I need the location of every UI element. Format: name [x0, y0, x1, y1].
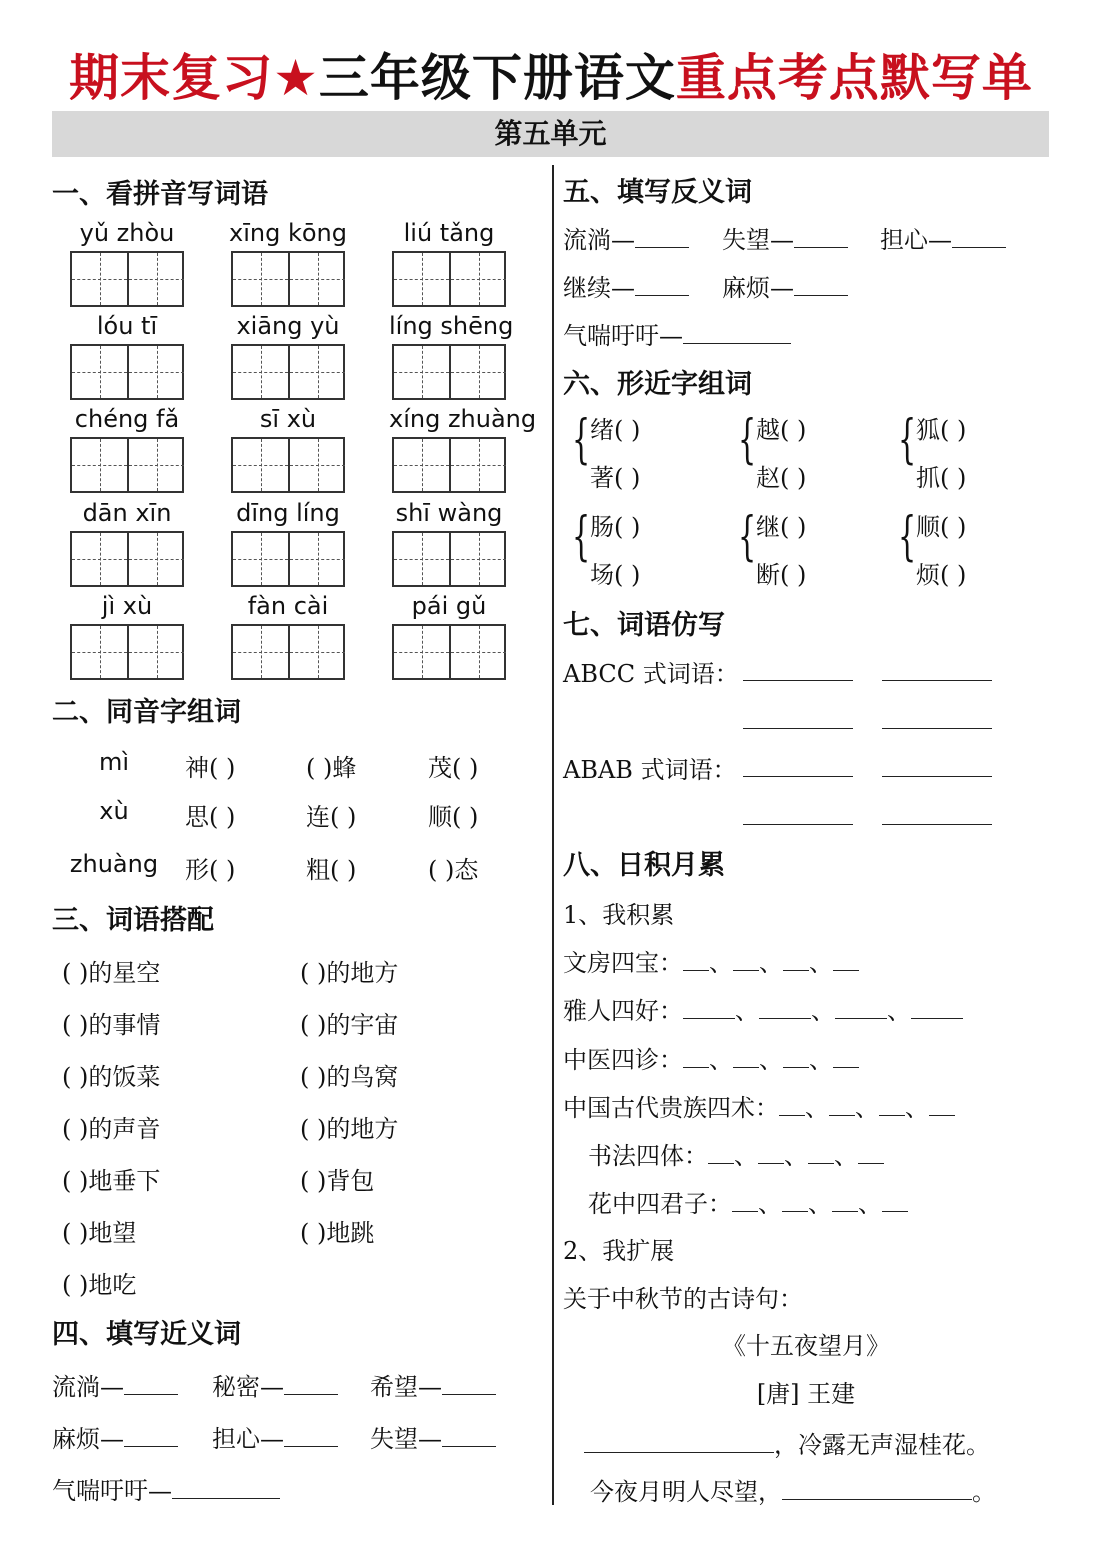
pinyin-label: liú tǎng — [403, 219, 495, 247]
char-cell[interactable] — [451, 346, 506, 398]
similar-char-item[interactable]: 抓( ) — [916, 464, 967, 492]
similar-char-item[interactable]: 继( ) — [756, 513, 807, 541]
answer-blank[interactable] — [743, 680, 853, 681]
similar-char-item[interactable]: 顺( ) — [916, 513, 967, 541]
answer-blank[interactable] — [782, 1191, 808, 1212]
char-cell[interactable] — [394, 439, 449, 491]
pinyin-label: lóu tī — [96, 312, 158, 340]
pinyin-label: dīng líng — [236, 499, 340, 527]
char-cell[interactable] — [290, 439, 345, 491]
pinyin-label: shī wàng — [395, 499, 503, 527]
char-cell[interactable] — [233, 253, 288, 305]
answer-blank[interactable] — [882, 680, 992, 681]
answer-blank[interactable] — [794, 227, 848, 248]
char-cell[interactable] — [233, 626, 288, 678]
char-cell[interactable] — [290, 626, 345, 678]
char-cell[interactable] — [290, 346, 345, 398]
answer-blank[interactable] — [779, 1095, 805, 1116]
answer-blank[interactable] — [952, 227, 1006, 248]
abab-label: ABAB 式词语： — [563, 756, 737, 784]
page-title: 期末复习★三年级下册语文重点考点默写单 — [69, 49, 1033, 107]
pinyin-label: xīng kōng — [229, 219, 347, 247]
similar-char-item[interactable]: 著( ) — [590, 464, 641, 492]
brace-icon: { — [738, 507, 757, 567]
poem-title: 《十五夜望月》 — [722, 1332, 890, 1360]
char-cell[interactable] — [129, 626, 184, 678]
pinyin-label: sī xù — [259, 405, 317, 433]
section-7-heading: 七、词语仿写 — [563, 610, 725, 641]
answer-blank[interactable] — [832, 1191, 858, 1212]
word-blank[interactable]: 神( ) — [185, 754, 236, 782]
antonym-item: 气喘吁吁— — [563, 316, 791, 351]
tianzige-box[interactable] — [70, 531, 184, 587]
tianzige-box[interactable] — [70, 344, 184, 400]
collocation-item[interactable]: ( )的星空 — [62, 959, 161, 987]
char-cell[interactable] — [129, 346, 184, 398]
pinyin-label: jì xù — [101, 592, 153, 620]
answer-blank[interactable] — [911, 998, 963, 1019]
tianzige-box[interactable] — [392, 531, 506, 587]
char-cell[interactable] — [394, 533, 449, 585]
answer-blank[interactable] — [733, 1047, 759, 1068]
synonym-item: 气喘吁吁— — [52, 1471, 280, 1506]
accumulation-item: 中医四诊： 、 、 、 — [563, 1040, 859, 1075]
sub-extend: 2、我扩展 — [563, 1237, 675, 1265]
poem-author: [唐] 王建 — [756, 1380, 856, 1408]
pinyin-label: dān xīn — [82, 499, 172, 527]
char-cell[interactable] — [233, 439, 288, 491]
pinyin-label: xiāng yù — [236, 312, 340, 340]
answer-blank[interactable] — [732, 1191, 758, 1212]
pinyin-label: chéng fǎ — [74, 405, 180, 433]
collocation-item[interactable]: ( )地望 — [62, 1219, 137, 1247]
synonym-item: 秘密— — [212, 1367, 338, 1402]
word-blank[interactable]: 顺( ) — [428, 803, 479, 831]
synonym-item: 流淌— — [52, 1367, 178, 1402]
similar-char-item[interactable]: 赵( ) — [756, 464, 807, 492]
tianzige-box[interactable] — [231, 437, 345, 493]
answer-blank[interactable] — [124, 1374, 178, 1395]
collocation-item[interactable]: ( )的事情 — [62, 1011, 161, 1039]
char-cell[interactable] — [129, 439, 184, 491]
answer-blank[interactable] — [829, 1095, 855, 1116]
synonym-item: 希望— — [370, 1367, 496, 1402]
word-blank[interactable]: 连( ) — [306, 803, 357, 831]
answer-blank[interactable] — [683, 950, 709, 971]
answer-blank[interactable] — [758, 1143, 784, 1164]
antonym-item: 担心— — [880, 220, 1006, 255]
answer-blank[interactable] — [882, 1191, 908, 1212]
answer-blank[interactable] — [635, 275, 689, 296]
collocation-item[interactable]: ( )的地方 — [300, 1115, 399, 1143]
collocation-item[interactable]: ( )的鸟窝 — [300, 1063, 399, 1091]
tianzige-box[interactable] — [231, 531, 345, 587]
tianzige-box[interactable] — [392, 344, 506, 400]
answer-blank[interactable] — [442, 1426, 496, 1447]
answer-blank[interactable] — [929, 1095, 955, 1116]
answer-blank[interactable] — [708, 1143, 734, 1164]
answer-blank[interactable] — [124, 1426, 178, 1447]
answer-blank[interactable] — [284, 1374, 338, 1395]
accumulation-item: 雅人四好： 、 、 、 — [563, 991, 963, 1026]
accumulation-item: 花中四君子： 、 、 、 — [588, 1184, 908, 1219]
tianzige-box[interactable] — [231, 624, 345, 680]
answer-blank[interactable] — [808, 1143, 834, 1164]
brace-icon: { — [898, 507, 917, 567]
antonym-item: 麻烦— — [722, 268, 848, 303]
similar-char-item[interactable]: 越( ) — [756, 416, 807, 444]
word-blank[interactable]: 思( ) — [185, 803, 236, 831]
collocation-item[interactable]: ( )的饭菜 — [62, 1063, 161, 1091]
answer-blank[interactable] — [172, 1478, 280, 1499]
char-cell[interactable] — [72, 626, 127, 678]
collocation-item[interactable]: ( )背包 — [300, 1167, 375, 1195]
tianzige-box[interactable] — [70, 437, 184, 493]
homophone-pinyin: xù — [99, 797, 129, 825]
answer-blank[interactable] — [783, 950, 809, 971]
brace-icon: { — [572, 410, 591, 470]
answer-blank[interactable] — [833, 950, 859, 971]
answer-blank[interactable] — [835, 998, 887, 1019]
similar-char-item[interactable]: 绪( ) — [590, 416, 641, 444]
char-cell[interactable] — [451, 533, 506, 585]
similar-char-item[interactable]: 场( ) — [590, 561, 641, 589]
char-cell[interactable] — [233, 346, 288, 398]
char-cell[interactable] — [72, 253, 127, 305]
char-cell[interactable] — [451, 626, 506, 678]
answer-blank[interactable] — [743, 776, 853, 777]
section-4-heading: 四、填写近义词 — [52, 1319, 241, 1350]
synonym-item: 失望— — [370, 1419, 496, 1454]
antonym-item: 流淌— — [563, 220, 689, 255]
tianzige-box[interactable] — [70, 624, 184, 680]
section-2-heading: 二、同音字组词 — [52, 697, 241, 728]
pinyin-label: líng shēng — [389, 312, 514, 340]
tianzige-box[interactable] — [392, 437, 506, 493]
poem-intro: 关于中秋节的古诗句： — [563, 1285, 803, 1313]
word-blank[interactable]: ( )态 — [428, 856, 479, 884]
char-cell[interactable] — [72, 346, 127, 398]
accumulation-item: 书法四体： 、 、 、 — [588, 1136, 884, 1171]
antonym-item: 继续— — [563, 268, 689, 303]
char-cell[interactable] — [72, 439, 127, 491]
column-divider — [552, 165, 554, 1505]
tianzige-box[interactable] — [231, 251, 345, 307]
tianzige-box[interactable] — [231, 344, 345, 400]
answer-blank[interactable] — [759, 998, 811, 1019]
char-cell[interactable] — [129, 253, 184, 305]
synonym-item: 麻烦— — [52, 1419, 178, 1454]
answer-blank[interactable] — [584, 1432, 774, 1453]
tianzige-box[interactable] — [70, 251, 184, 307]
accumulation-item: 中国古代贵族四术： 、 、 、 — [563, 1088, 955, 1123]
collocation-item[interactable]: ( )地吃 — [62, 1271, 137, 1299]
answer-blank[interactable] — [733, 950, 759, 971]
answer-blank[interactable] — [882, 824, 992, 825]
synonym-item: 担心— — [212, 1419, 338, 1454]
collocation-item[interactable]: ( )的宇宙 — [300, 1011, 399, 1039]
char-cell[interactable] — [129, 533, 184, 585]
char-cell[interactable] — [290, 533, 345, 585]
section-6-heading: 六、形近字组词 — [563, 369, 752, 400]
answer-blank[interactable] — [284, 1426, 338, 1447]
char-cell[interactable] — [290, 253, 345, 305]
answer-blank[interactable] — [882, 776, 992, 777]
word-blank[interactable]: 形( ) — [185, 856, 236, 884]
poem-line-1: ，冷露无声湿桂花。 — [584, 1425, 990, 1460]
collocation-item[interactable]: ( )的地方 — [300, 959, 399, 987]
char-cell[interactable] — [394, 253, 449, 305]
answer-blank[interactable] — [782, 1479, 972, 1500]
answer-blank[interactable] — [442, 1374, 496, 1395]
answer-blank[interactable] — [858, 1143, 884, 1164]
pinyin-label: pái gǔ — [411, 592, 487, 620]
word-blank[interactable]: 茂( ) — [428, 754, 479, 782]
answer-blank[interactable] — [794, 275, 848, 296]
answer-blank[interactable] — [743, 728, 853, 729]
char-cell[interactable] — [72, 533, 127, 585]
section-3-heading: 三、词语搭配 — [52, 905, 214, 936]
pinyin-label: fàn cài — [247, 592, 329, 620]
brace-icon: { — [572, 507, 591, 567]
homophone-pinyin: zhuàng — [69, 850, 159, 878]
answer-blank[interactable] — [683, 1047, 709, 1068]
collocation-item[interactable]: ( )地垂下 — [62, 1167, 161, 1195]
section-5-heading: 五、填写反义词 — [563, 177, 752, 208]
char-cell[interactable] — [394, 346, 449, 398]
char-cell[interactable] — [394, 626, 449, 678]
answer-blank[interactable] — [683, 323, 791, 344]
word-blank[interactable]: 粗( ) — [306, 856, 357, 884]
collocation-item[interactable]: ( )地跳 — [300, 1219, 375, 1247]
similar-char-item[interactable]: 狐( ) — [916, 416, 967, 444]
answer-blank[interactable] — [833, 1047, 859, 1068]
pinyin-label: xíng zhuàng — [389, 405, 537, 433]
unit-banner: 第五单元 — [52, 111, 1049, 157]
homophone-pinyin: mì — [98, 748, 130, 776]
brace-icon: { — [738, 410, 757, 470]
abcc-label: ABCC 式词语： — [563, 660, 739, 688]
char-cell[interactable] — [233, 533, 288, 585]
similar-char-item[interactable]: 断( ) — [756, 561, 807, 589]
char-cell[interactable] — [451, 253, 506, 305]
answer-blank[interactable] — [743, 824, 853, 825]
tianzige-box[interactable] — [392, 251, 506, 307]
brace-icon: { — [898, 410, 917, 470]
pinyin-label: yǔ zhòu — [79, 219, 175, 247]
poem-line-2: 今夜月明人尽望， 。 — [590, 1478, 996, 1506]
accumulation-item: 文房四宝： 、 、 、 — [563, 943, 859, 978]
tianzige-box[interactable] — [392, 624, 506, 680]
section-8-heading: 八、日积月累 — [563, 850, 725, 881]
answer-blank[interactable] — [882, 728, 992, 729]
antonym-item: 失望— — [722, 220, 848, 255]
answer-blank[interactable] — [879, 1095, 905, 1116]
answer-blank[interactable] — [683, 998, 735, 1019]
sub-accumulate: 1、我积累 — [563, 901, 675, 929]
answer-blank[interactable] — [635, 227, 689, 248]
section-1-heading: 一、看拼音写词语 — [52, 179, 268, 210]
answer-blank[interactable] — [783, 1047, 809, 1068]
collocation-item[interactable]: ( )的声音 — [62, 1115, 161, 1143]
word-blank[interactable]: ( )蜂 — [306, 754, 357, 782]
similar-char-item[interactable]: 肠( ) — [590, 513, 641, 541]
char-cell[interactable] — [451, 439, 506, 491]
similar-char-item[interactable]: 烦( ) — [916, 561, 967, 589]
